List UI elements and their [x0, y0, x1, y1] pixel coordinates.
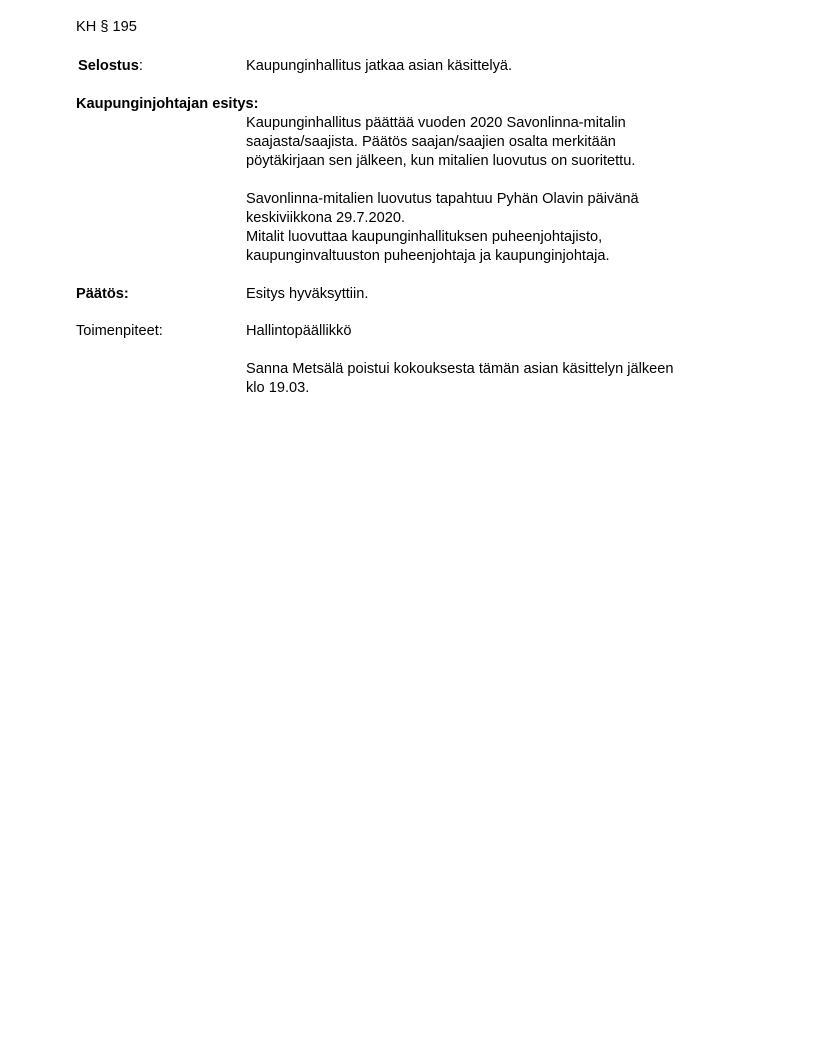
selostus-text: Kaupunginhallitus jatkaa asian käsittelyä.: [246, 58, 513, 74]
esitys-p2-line: keskiviikkona 29.7.2020.: [246, 210, 406, 226]
paatos-text: Esitys hyväksyttiin.: [246, 286, 369, 302]
selostus-colon: :: [138, 58, 143, 74]
selostus-label-group: [78, 57, 143, 76]
esitys-p1-line: pöytäkirjaan sen jälkeen, kun mitalien luovutus on suoritettu.: [246, 153, 636, 169]
paatos-label: Päätös:: [76, 286, 129, 302]
toimenpiteet-text: Hallintopäällikkö: [246, 323, 352, 339]
section-reference: KH § 195: [76, 19, 137, 35]
esitys-label: Kaupunginjohtajan esitys:: [76, 96, 259, 112]
esitys-p2-line: Savonlinna-mitalien luovutus tapahtuu Pyhän Olavin päivänä: [246, 191, 639, 207]
selostus-label: Selostus: [78, 58, 139, 74]
note-paragraph: [246, 360, 726, 398]
esitys-p2-line: kaupunginvaltuuston puheenjohtaja ja kaupunginjohtaja.: [246, 248, 610, 264]
note-line: klo 19.03.: [246, 380, 310, 396]
toimenpiteet-label: Toimenpiteet:: [76, 323, 163, 339]
esitys-paragraph-2: [246, 190, 726, 266]
esitys-paragraph-1: [246, 114, 726, 171]
esitys-p1-line: Kaupunginhallitus päättää vuoden 2020 Savonlinna-mitalin: [246, 115, 626, 131]
esitys-p1-line: saajasta/saajista. Päätös saajan/saajien osalta merkitään: [246, 134, 616, 150]
note-line: Sanna Metsälä poistui kokouksesta tämän asian käsittelyn jälkeen: [246, 361, 674, 377]
esitys-p2-line: Mitalit luovuttaa kaupunginhallituksen puheenjohtajisto,: [246, 229, 603, 245]
